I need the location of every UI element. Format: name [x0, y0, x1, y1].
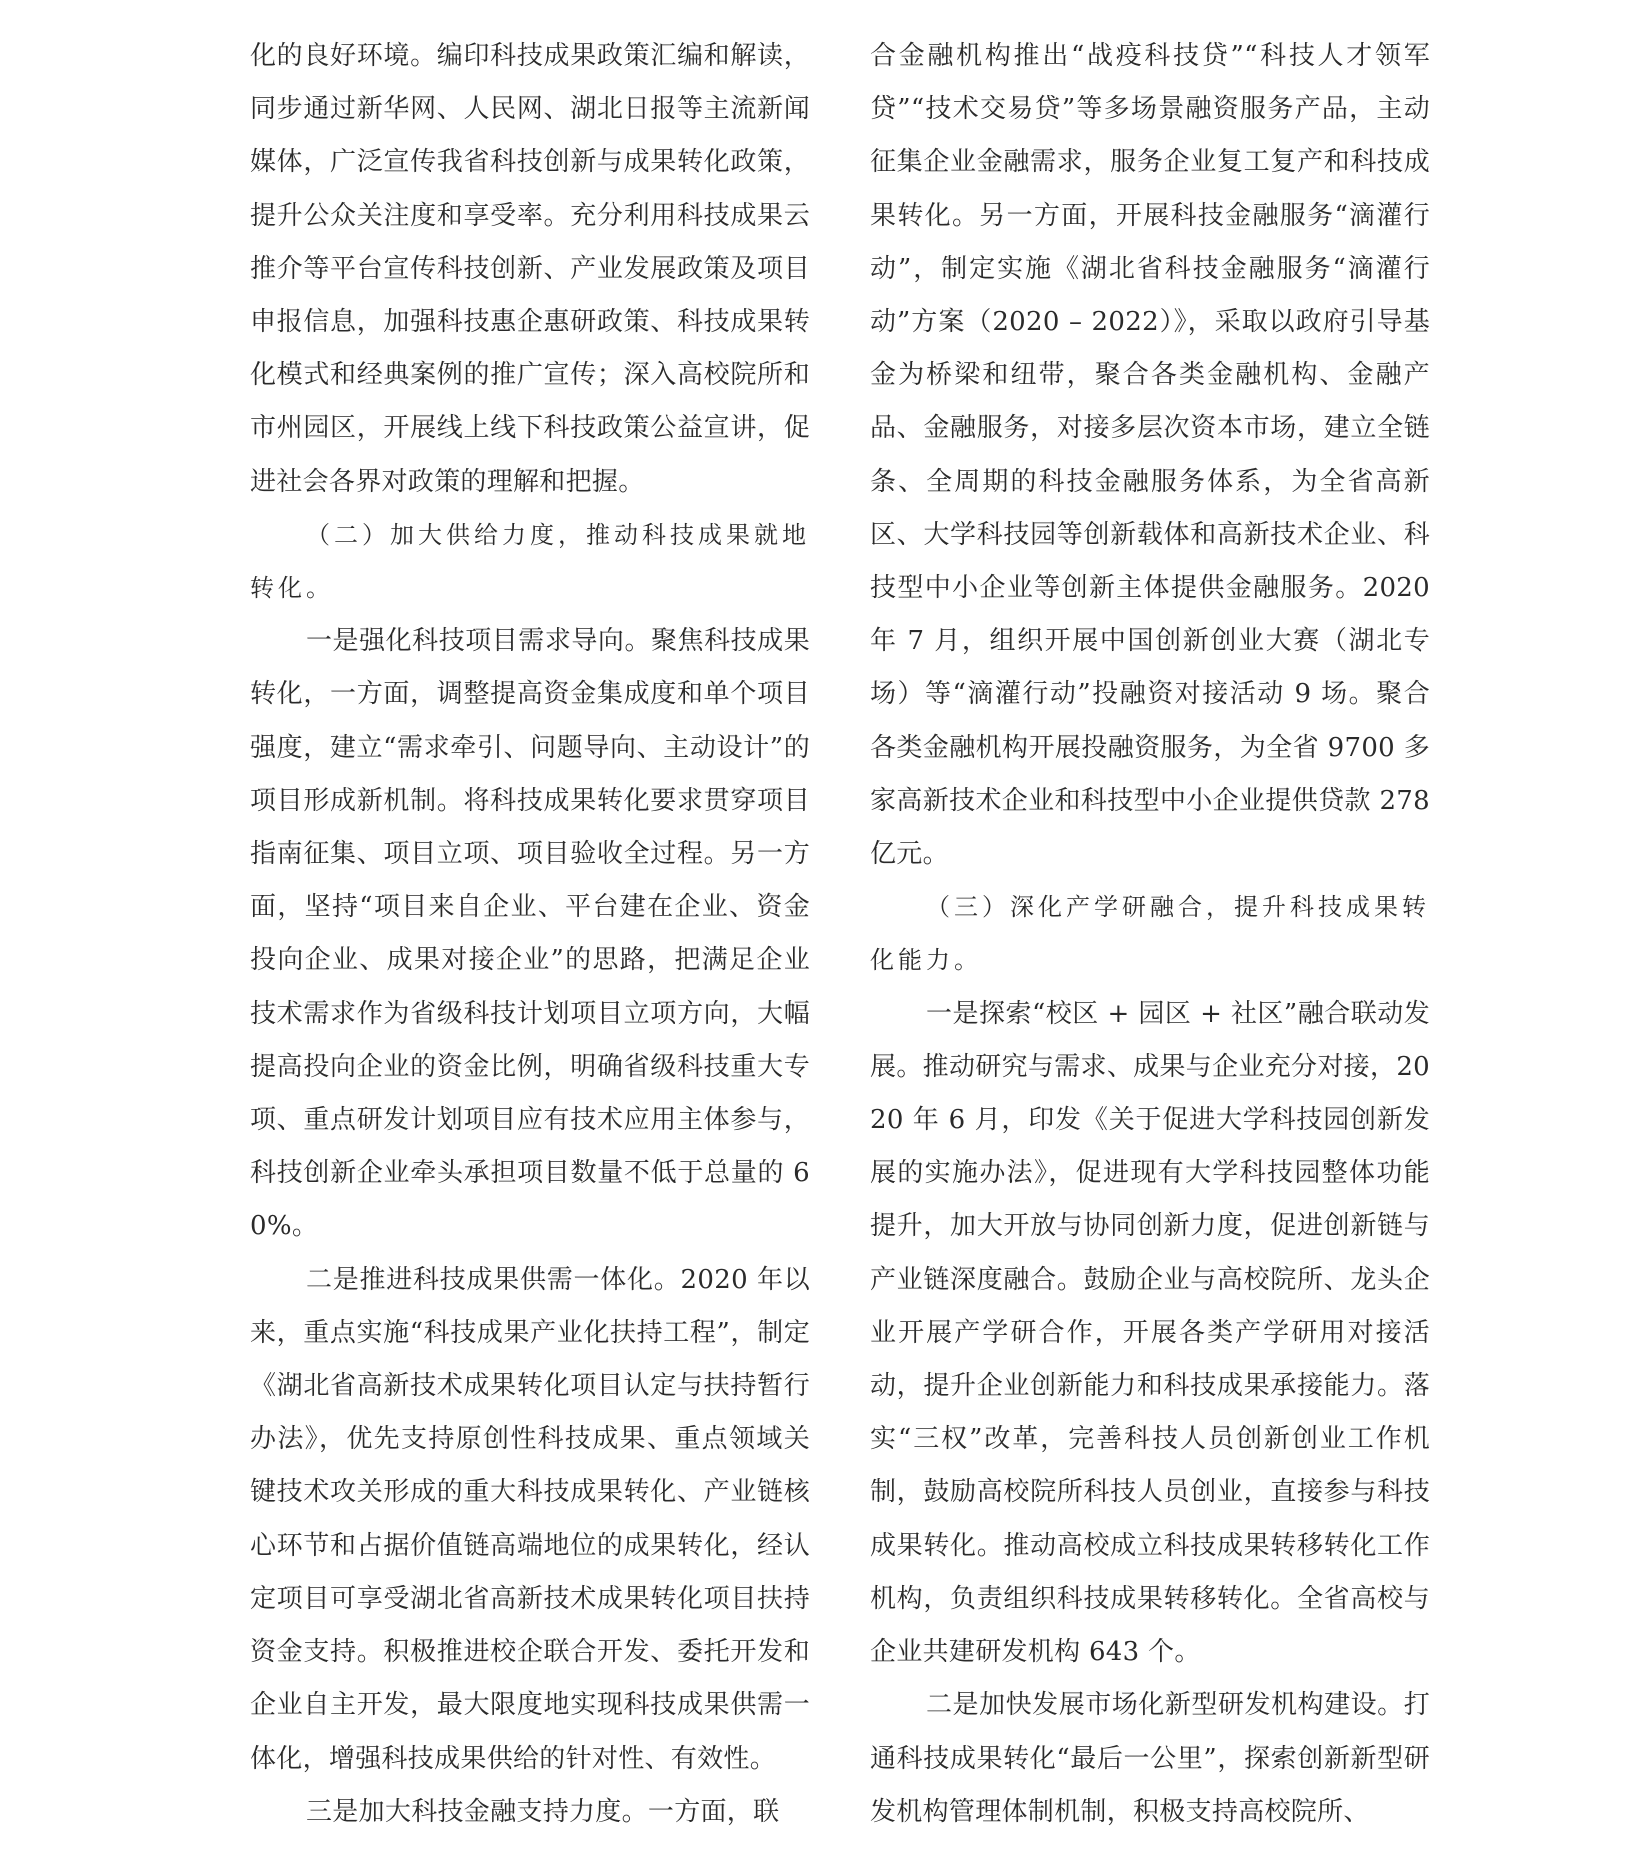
right-column — [870, 30, 1430, 1839]
paragraph-new-rd-institutions: 二是加快发展市场化新型研发机构建设。打通科技成果转化“最后一公里”，探索创新新型研发机构管理体制机制，积极支持高校院所、 — [870, 1690, 1430, 1827]
left-column — [250, 30, 810, 1839]
section-heading-3: （三）深化产学研融合，提升科技成果转化能力。 — [870, 893, 1430, 975]
paragraph-finance-continued: 合金融机构推出“战疫科技贷”“科技人才领军贷”“技术交易贷”等多场景融资服务产品，主动征集企业金融需求，服务企业复工复产和科技成果转化。另一方面，开展科技金融服务“滴灌行动”，制定实施《湖北省科技金融服务“滴灌行动”方案（2020 – 2022）》，采取以政府引导基金为桥梁和纽带，聚合各类金融机构、金融产品、金融服务，对接多层次资本市场，建立全链条、全周期的科技金融服务体系，为全省高新区、大学科技园等创新载体和高新技术企业、科技型中小企业等创新主体提供金融服务。2020 年 7 月，组织开展中国创新创业大赛（湖北专场）等“滴灌行动”投融资对接活动 9 场。聚合各类金融机构开展投融资服务，为全省 9700 多家高新技术企业和科技型中小企业提供贷款 278 亿元。 — [870, 41, 1430, 870]
paragraph-supply-demand: 二是推进科技成果供需一体化。2020 年以来，重点实施“科技成果产业化扶持工程”，制定《湖北省高新技术成果转化项目认定与扶持暂行办法》，优先支持原创性科技成果、重点领域关键技术攻关形成的重大科技成果转化、产业链核心环节和占据价值链高端地位的成果转化，经认定项目可享受湖北省高新技术成果转化项目扶持资金支持。积极推进校企联合开发、委托开发和企业自主开发，最大限度地实现科技成果供需一体化，增强科技成果供给的针对性、有效性。 — [250, 1264, 810, 1774]
paragraph-finance-start: 三是加大科技金融支持力度。一方面，联 — [306, 1796, 780, 1827]
section-heading-2: （二）加大供给力度，推动科技成果就地转化。 — [250, 520, 810, 603]
paragraph-campus-park-community: 一是探索“校区 + 园区 + 社区”融合联动发展。推动研究与需求、成果与企业充分对接，2020 年 6 月，印发《关于促进大学科技园创新发展的实施办法》，促进现有大学科技园整体功能提升，加大开放与协同创新力度，促进创新链与产业链深度融合。鼓励企业与高校院所、龙头企业开展产学研合作，开展各类产学研用对接活动，提升企业创新能力和科技成果承接能力。落实“三权”改革，完善科技人员创新创业工作机制，鼓励高校院所科技人员创业，直接参与科技成果转化。推动高校成立科技成果转移转化工作机构，负责组织科技成果转移转化。全省高校与企业共建研发机构 643 个。 — [870, 998, 1430, 1668]
paragraph-project-demand: 一是强化科技项目需求导向。聚焦科技成果转化，一方面，调整提高资金集成度和单个项目强度，建立“需求牵引、问题导向、主动设计”的项目形成新机制。将科技成果转化要求贯穿项目指南征集、项目立项、项目验收全过程。另一方面，坚持“项目来自企业、平台建在企业、资金投向企业、成果对接企业”的思路，把满足企业技术需求作为省级科技计划项目立项方向，大幅提高投向企业的资金比例，明确省级科技重大专项、重点研发计划项目应有技术应用主体参与，科技创新企业牵头承担项目数量不低于总量的 60%。 — [250, 626, 810, 1242]
paragraph-policy-promotion: 化的良好环境。编印科技成果政策汇编和解读，同步通过新华网、人民网、湖北日报等主流新闻媒体，广泛宣传我省科技创新与成果转化政策，提升公众关注度和享受率。充分利用科技成果云推介等平台宣传科技创新、产业发展政策及项目申报信息，加强科技惠企惠研政策、科技成果转化模式和经典案例的推广宣传；深入高校院所和市州园区，开展线上线下科技政策公益宣讲，促进社会各界对政策的理解和把握。 — [250, 41, 810, 497]
